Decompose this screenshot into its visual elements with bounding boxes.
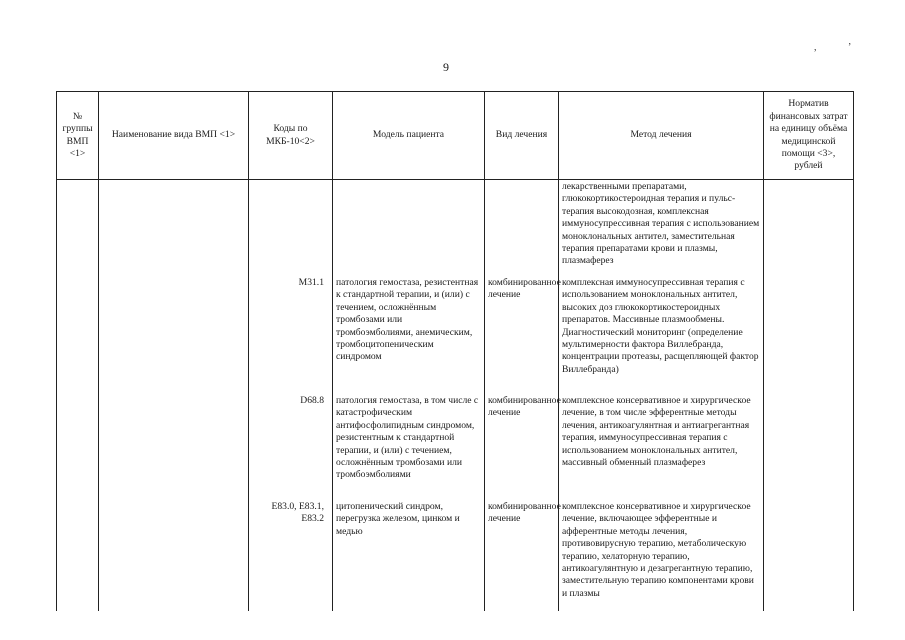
- icd-code-cell: Е83.0, Е83.1, Е83.2: [249, 501, 333, 611]
- vmp-table: [56, 91, 854, 611]
- page-number: 9: [443, 60, 449, 74]
- method-cell: комплексное консервативное и хирургическое лечение, включающее эфферентные и афферентные методы лечения, противовирусную терапию, метаболическую терапию, хелаторную терапию, антикоагулянтную и дезагрегантную терапию, заместительную терапию компонентами крови и плазмы: [559, 501, 764, 611]
- header-treatment-method: Метод лечения: [559, 92, 764, 180]
- scan-speck: ,: [814, 42, 817, 53]
- header-group-number: № группы ВМП <1>: [57, 92, 99, 180]
- header-cost-norm: Норматив финансовых затрат на единицу объёма медицинской помощи <3>, рублей: [764, 92, 854, 180]
- table-row: [57, 395, 854, 501]
- header-patient-model: Модель пациента: [333, 92, 485, 180]
- scan-speck: ’: [848, 42, 852, 53]
- icd-code-cell: М31.1: [249, 277, 333, 395]
- table-header-row: [57, 92, 854, 180]
- header-vmp-name: Наименование вида ВМП <1>: [99, 92, 249, 180]
- treatment-type-cell: комбинированное лечение: [485, 501, 559, 611]
- header-treatment-type: Вид лечения: [485, 92, 559, 180]
- method-cell: комплексная иммуносупрессивная терапия с использованием моноклональных антител, высоких доз глюкокортикостероидных препаратов. Массивные плазмообмены. Диагностический мониторинг (определение мультимерности фактора Виллебранда, концентрации протеазы, расщепляющей фактор Виллебранда): [559, 277, 764, 395]
- treatment-type-cell: комбинированное лечение: [485, 277, 559, 395]
- patient-model-cell: патология гемостаза, в том числе с катастрофическим антифосфолипидным синдромом, резистентным к стандартной терапии, и (или) с течением, осложнённым тромбозами или тромбоэмболиями: [333, 395, 485, 501]
- icd-code-cell: D68.8: [249, 395, 333, 501]
- table-row: [57, 180, 854, 278]
- table-row: [57, 501, 854, 611]
- patient-model-cell: патология гемостаза, резистентная к стандартной терапии, и (или) с течением, осложнённым тромбозами или тромбоэмболиями, анемическим, тромбоцитопеническим синдромом: [333, 277, 485, 395]
- treatment-type-cell: комбинированное лечение: [485, 395, 559, 501]
- header-icd-codes: Коды по МКБ-10<2>: [249, 92, 333, 180]
- method-cell: лекарственными препаратами, глюкокортикостероидная терапия и пульс-терапия высокодозная, комплексная иммуносупрессивная терапия с использованием моноклональных антител, заместительная терапия препаратами крови и плазмы, плазмаферез: [559, 180, 764, 278]
- method-cell: комплексное консервативное и хирургическое лечение, в том числе эфферентные методы лечения, антикоагулянтная и антиагрегантная терапия, иммуносупрессивная терапия с использованием моноклональных антител, массивный обменный плазмаферез: [559, 395, 764, 501]
- patient-model-cell: цитопенический синдром, перегрузка железом, цинком и медью: [333, 501, 485, 611]
- table-row: [57, 277, 854, 395]
